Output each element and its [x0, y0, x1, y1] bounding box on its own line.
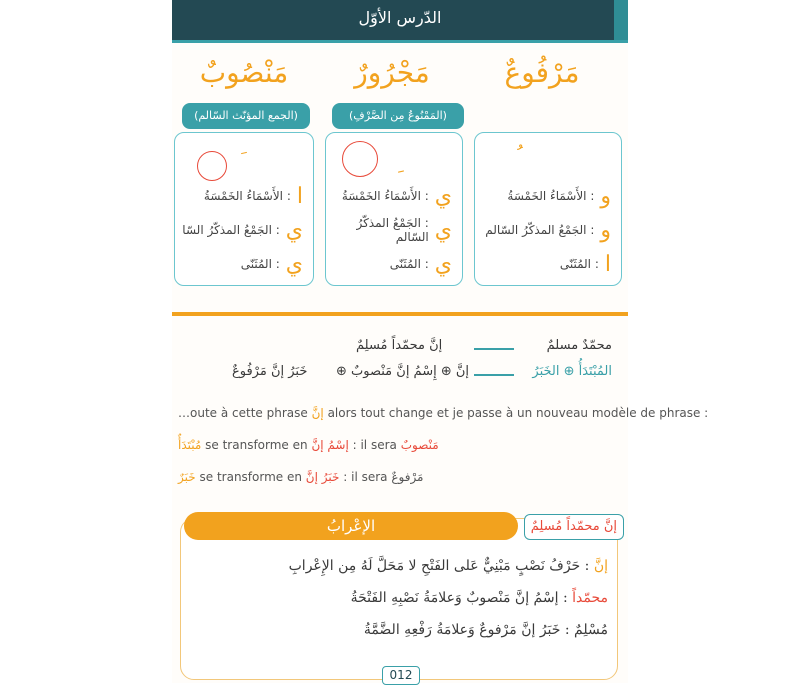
french-text: se transforme en	[199, 470, 302, 484]
case-letter: ي	[285, 217, 303, 243]
ism-inna-word: إسْمُ إنَّ	[311, 438, 349, 452]
french-text: alors tout change et je passe à un nouveau modèle de phrase :	[327, 406, 709, 420]
card-majrur	[325, 132, 463, 286]
case-row	[332, 181, 452, 211]
case-text: : المُثَنّى	[559, 257, 599, 271]
page	[172, 0, 709, 683]
case-letter: ي	[434, 217, 452, 243]
case-text: : الأَسْمَاءُ الخَمْسَةُ	[203, 189, 291, 203]
example-sentence-1: محمّدٌ مسلمٌ	[546, 338, 612, 353]
card-mansub	[174, 132, 314, 286]
case-letter: ي	[434, 183, 452, 209]
irab-heading: الإعْرابُ	[184, 512, 518, 540]
case-letter: ا	[296, 183, 303, 209]
case-row	[332, 215, 452, 245]
example-khabar-inna: خَبَرُ إنَّ مَرْفُوعٌ	[232, 364, 308, 379]
french-line-3	[178, 470, 622, 484]
irab-key: مُسْلِمٌ	[574, 622, 608, 638]
tag-jam-muannath: (الجمع المؤنّث السّالم)	[182, 103, 310, 129]
case-row	[181, 215, 303, 245]
case-letter: ي	[285, 251, 303, 277]
lesson-title: الدّرس الأوّل	[358, 8, 442, 27]
french-text: …oute à cette phrase	[178, 406, 308, 420]
french-text: se transforme en	[205, 438, 308, 452]
case-row	[481, 249, 611, 279]
irab-text: : خَبَرُ إنَّ مَرْفوعٌ وَعلامَةُ رَفْعِهِ الضَّمَّةُ	[363, 622, 570, 638]
case-row	[181, 181, 303, 211]
case-row	[332, 249, 452, 279]
khabar-inna-word: خَبَرُ إنَّ	[305, 470, 340, 484]
irab-key: محمّداً	[572, 590, 608, 606]
page-number: 012	[382, 666, 420, 685]
french-line-2	[178, 438, 622, 452]
irab-line	[192, 590, 608, 606]
case-text: : المُثَنّى	[389, 257, 429, 271]
inna-word: إنَّ	[311, 406, 324, 420]
irab-key: إنَّ	[593, 558, 608, 574]
case-letter: و	[600, 217, 611, 243]
case-letter: ي	[434, 251, 452, 277]
example-mubtada-khabar: المُبْتَدَأُ ⊕ الخَبَرُ	[532, 364, 612, 379]
french-line-1	[178, 406, 709, 420]
case-text: : الجَمْعُ المذكّرُ السّالم	[485, 223, 595, 237]
card-marfu	[474, 132, 622, 286]
mubtada-word: مُبْتَدَأٌ	[178, 438, 202, 452]
irab-text: : إسْمُ إنَّ مَنْصوبٌ وَعلامَةُ نَصْبِهِ الفَتْحَةُ	[350, 590, 568, 606]
irab-line	[192, 558, 608, 574]
khabar-word: خَبَرٌ	[178, 470, 196, 484]
case-text: : المُثَنّى	[240, 257, 280, 271]
irab-text: : حَرْفُ نَصْبٍ مَبْنِيٌّ عَلى الفَتْحِ لا مَحَلَّ لَهُ مِن الإِعْرابِ	[288, 558, 590, 574]
case-text: : الأَسْمَاءُ الخَمْسَةُ	[507, 189, 595, 203]
french-text: : il sera	[352, 438, 397, 452]
case-title-marfu: مَرْفُوعٌ	[504, 56, 580, 89]
marfu-word: مَرْفوعٌ	[391, 470, 424, 484]
case-text: : الأَسْمَاءُ الخَمْسَةُ	[341, 189, 429, 203]
irab-line	[192, 622, 608, 638]
case-text: : الجَمْعُ المذكّرُ السّا	[182, 223, 280, 237]
case-row	[181, 249, 303, 279]
example-sentence-1-inna: إنَّ محمّداً مُسلِمٌ	[356, 338, 443, 353]
arrow-right	[474, 348, 514, 350]
case-title-mansub: مَنْصُوبٌ	[199, 56, 289, 89]
case-letter: و	[600, 183, 611, 209]
lesson-header	[172, 0, 628, 43]
french-text: : il sera	[343, 470, 388, 484]
section-divider	[172, 312, 628, 316]
header-accent	[614, 0, 628, 40]
case-letter: ا	[604, 251, 611, 277]
tag-mamnu-min-sarf: (المَمْنُوعُ مِن الصَّرْفِ)	[332, 103, 464, 129]
case-row	[481, 215, 611, 245]
irab-example: إنَّ محمّداً مُسلِمٌ	[524, 514, 624, 540]
mansub-word: مَنْصوبٌ	[400, 438, 439, 452]
case-row	[481, 181, 611, 211]
example-ism-inna: إنَّ ⊕ إِسْمُ إنَّ مَنْصوبٌ ⊕	[336, 364, 470, 379]
case-title-majrur: مَجْرُورٌ	[354, 56, 430, 89]
arrow-right-2	[474, 374, 514, 376]
case-text: : الجَمْعُ المذكّرُ السّالم	[356, 216, 429, 244]
